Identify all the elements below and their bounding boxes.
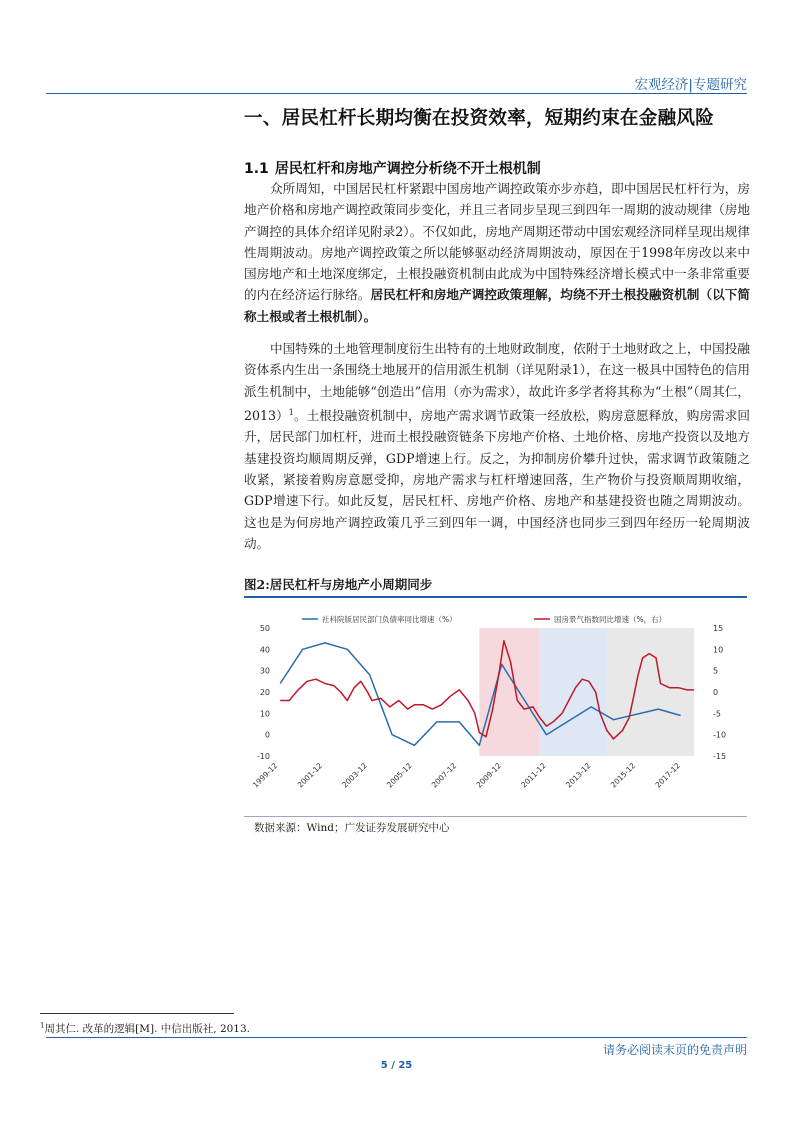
- y-right-tick-label: 10: [713, 645, 724, 655]
- subsection-title: 居民杠杆和房地产调控分析绕不开土根机制: [274, 161, 541, 177]
- paragraph-1-text: 众所周知，中国居民杠杆紧跟中国房地产调控政策亦步亦趋，即中国居民杠杆行为，房地产价格和房地产调控政策同步变化，并且三者同步呈现三到四年一周期的波动规律（房地产调控的具体介绍详见附录2）。不仅如此，房地产周期还带动中国宏观经济同样呈现出规律性周期波动。房地产调控政策之所以能够驱动经济周期波动，原因在于1998年房改以来中国房地产和土地深度绑定，土根投融资机制由此成为中国特殊经济增长模式中一条非常重要的内在经济运行脉络。: [244, 181, 750, 303]
- x-tick-label: 2007-12: [429, 761, 459, 790]
- subsection-number: 1.1: [244, 161, 269, 177]
- x-tick-label: 2009-12: [474, 761, 504, 790]
- x-tick-label: 2005-12: [385, 761, 414, 790]
- section-heading: 一、居民杠杆长期均衡在投资效率，短期约束在金融风险: [244, 108, 715, 129]
- y-left-tick-label: 50: [259, 624, 270, 633]
- y-left-tick-label: 20: [259, 688, 270, 697]
- legend-label-1: 社科院版居民部门负债率同比增速（%）: [322, 615, 457, 624]
- x-tick-label: 2015-12: [608, 761, 638, 790]
- x-tick-label: 2001-12: [295, 761, 325, 790]
- figure-top-rule: [244, 596, 747, 598]
- paragraph-1-emphasis: 居民杠杆和房地产调控政策理解，均绕不开土根投融资机制（以下简称土根或者土根机制）。: [244, 287, 751, 324]
- footer-divider: [46, 1037, 747, 1038]
- x-tick-label: 2011-12: [519, 761, 548, 790]
- figure-source: 数据来源：Wind；广发证券发展研究中心: [254, 822, 450, 834]
- disclaimer-note: 请务必阅读末页的免责声明: [602, 1043, 747, 1057]
- x-tick-label: 2013-12: [564, 761, 593, 790]
- paragraph-2-text-b: 。土根投融资机制中，房地产需求调节政策一经放松，购房意愿释放，购房需求回升，居民部门加杠杆，进而土根投融资链条下房地产价格、土地价格、房地产投资以及地方基建投资均顺周期反弹，GDP增速上行。反之，为抑制房价攀升过快，需求调节政策随之收紧，紧接着购房意愿受抑，房地产需求与杠杆增速回落，生产物价与投资顺周期收缩，GDP增速下行。如此反复，居民杠杆、房地产价格、房地产和基建投资也随之周期波动。这也是为何房地产调控政策几乎三到四年一调，中国经济也同步三到四年经历一轮周期波动。: [244, 408, 750, 551]
- x-tick-label: 1999-12: [250, 761, 280, 790]
- page-number: 5 / 25: [380, 1060, 413, 1071]
- y-left-tick-label: 40: [259, 645, 270, 655]
- report-section-label: 宏观经济|专题研究: [634, 77, 747, 93]
- header-divider: [46, 93, 747, 94]
- y-right-tick-label: -15: [713, 752, 727, 761]
- y-left-tick-label: 0: [264, 730, 270, 740]
- legend-label-2: 国房景气指数同比增速（%，右）: [554, 615, 667, 624]
- y-left-tick-label: 30: [259, 666, 270, 676]
- footnote-number: 1: [40, 1021, 45, 1030]
- shaded-period-1: [479, 628, 539, 756]
- x-tick-label: 2003-12: [340, 761, 369, 790]
- footnote-text: 周其仁. 改革的逻辑[M]. 中信出版社, 2013.: [44, 1023, 250, 1035]
- y-right-tick-label: 5: [713, 666, 719, 676]
- paragraph-2-text-a: 中国特殊的土地管理制度衍生出特有的土地财政制度，依附于土地财政之上，中国投融资体系内生出一条围绕土地展开的信用派生机制（详见附录1），在这一极具中国特色的信用派生机制中，土地能够“创造出”信用（亦为需求），故此许多学者将其称为“土根”（周其仁，2013）: [244, 341, 750, 424]
- figure-bottom-rule: [244, 816, 747, 817]
- shaded-period-3: [607, 628, 694, 756]
- footnote: [40, 1021, 250, 1036]
- y-right-tick-label: 0: [713, 688, 719, 697]
- x-tick-label: 2017-12: [653, 761, 683, 790]
- footnote-ref[interactable]: 1: [288, 407, 294, 417]
- paragraph-2: [244, 338, 750, 554]
- paragraph-1: [244, 178, 750, 327]
- y-right-tick-label: 15: [713, 624, 724, 633]
- footnote-divider: [40, 1013, 234, 1014]
- y-right-tick-label: -5: [713, 709, 721, 719]
- y-left-tick-label: -10: [256, 752, 270, 761]
- figure-title: 图2:居民杠杆与房地产小周期同步: [244, 577, 433, 592]
- line-chart: [244, 600, 747, 814]
- y-left-tick-label: 10: [259, 709, 270, 719]
- subsection-heading: [244, 158, 541, 178]
- y-right-tick-label: -10: [713, 730, 727, 740]
